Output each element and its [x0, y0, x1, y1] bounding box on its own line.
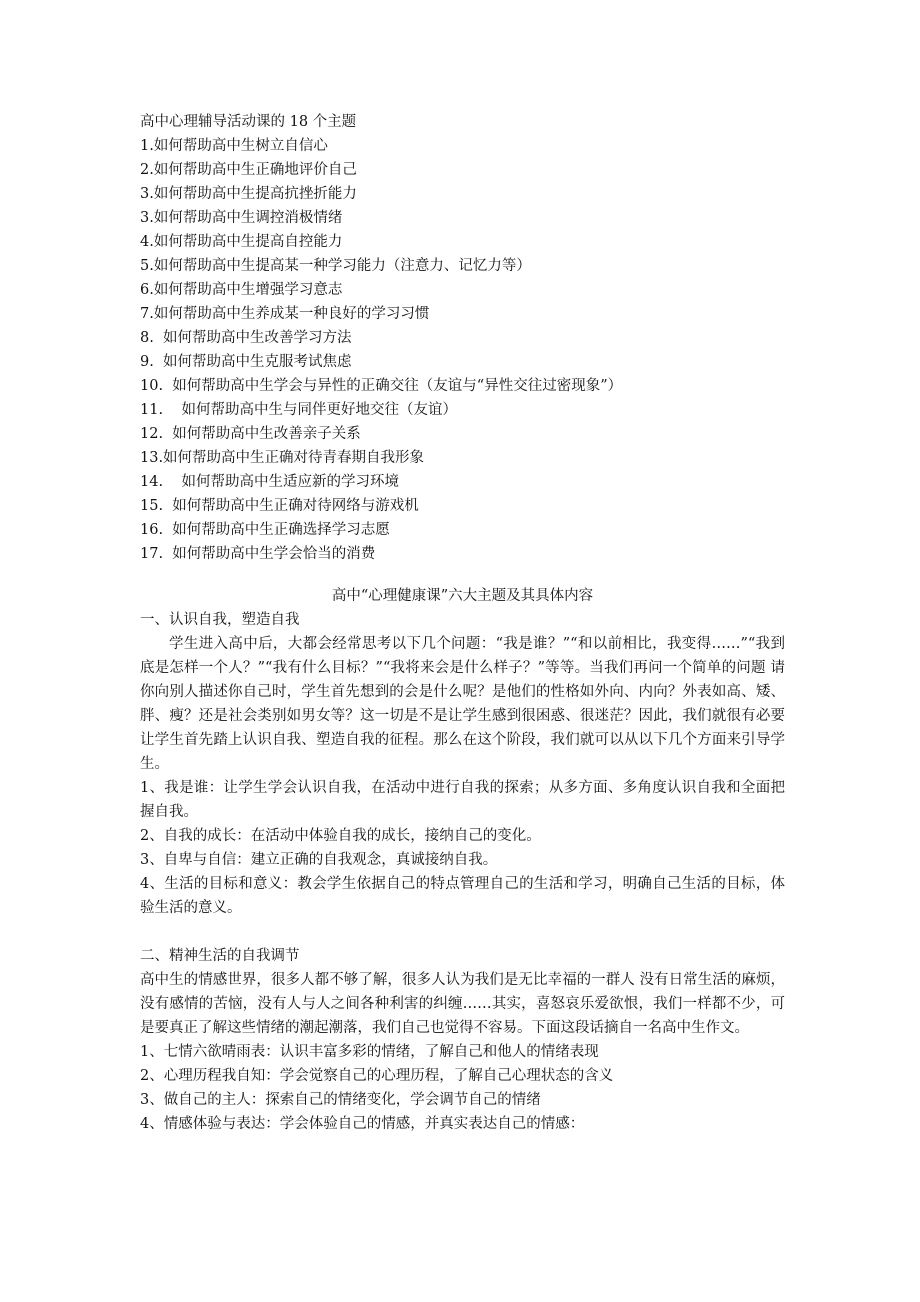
part2-point: 2、心理历程我自知：学会觉察自己的心理历程，了解自己心理状态的含义 — [140, 1068, 614, 1084]
list-item: 15. 如何帮助高中生正确对待网络与游戏机 — [140, 498, 419, 514]
part1-intro: 学生进入高中后，大都会经常思考以下几个问题：“我是谁？”“和以前相比，我变得……”“我到底是怎样一个人？”“我有什么目标？”“我将来会是什么样子？”等等。当我们再问一个简单的问题 请你向别人描述你自己时，学生首先想到的会是什么呢？是他们的性格如外向、内向？外表如高、矮、胖、瘦？还是社会类别如男女等？这一切是不是让学生感到很困惑、很迷茫？因此，我们就很有必要让学生首先踏上认识自我、塑造自我的征程。那么在这个阶段，我们就可以从以下几个方面来引导学生。 — [140, 636, 785, 772]
list-item: 17. 如何帮助高中生学会恰当的消费 — [140, 546, 376, 562]
list-item: 6.如何帮助高中生增强学习意志 — [140, 282, 343, 298]
topics-list — [140, 134, 785, 566]
part1-heading: 一、认识自我，塑造自我 — [140, 612, 300, 628]
list-item: 1.如何帮助高中生树立自信心 — [140, 138, 328, 154]
list-item: 11. 如何帮助高中生与同伴更好地交往（友谊） — [140, 402, 457, 418]
list-item: 14. 如何帮助高中生适应新的学习环境 — [140, 474, 399, 490]
list-item: 10. 如何帮助高中生学会与异性的正确交往（友谊与“异性交往过密现象”） — [140, 378, 623, 394]
list-item: 16. 如何帮助高中生正确选择学习志愿 — [140, 522, 390, 538]
part1-point: 1、我是谁：让学生学会认识自我，在活动中进行自我的探索；从多方面、多角度认识自我和全面把握自我。 — [140, 780, 785, 820]
list-item: 3.如何帮助高中生调控消极情绪 — [140, 210, 343, 226]
part2-heading: 二、精神生活的自我调节 — [140, 948, 300, 964]
list-item: 12. 如何帮助高中生改善亲子关系 — [140, 426, 361, 442]
list-item: 9. 如何帮助高中生克服考试焦虑 — [140, 354, 352, 370]
list-item: 3.如何帮助高中生提高抗挫折能力 — [140, 186, 357, 202]
list-item: 8. 如何帮助高中生改善学习方法 — [140, 330, 352, 346]
list-item: 2.如何帮助高中生正确地评价自己 — [140, 162, 357, 178]
section-title: 高中“心理健康课”六大主题及其具体内容 — [331, 588, 594, 604]
part2-point: 3、做自己的主人：探索自己的情绪变化，学会调节自己的情绪 — [140, 1092, 541, 1108]
list-item: 4.如何帮助高中生提高自控能力 — [140, 234, 343, 250]
part1-point: 2、自我的成长：在活动中体验自我的成长，接纳自己的变化。 — [140, 828, 541, 844]
list-item: 5.如何帮助高中生提高某一种学习能力（注意力、记忆力等） — [140, 258, 531, 274]
part2-point: 4、情感体验与表达：学会体验自己的情感，并真实表达自己的情感： — [140, 1116, 585, 1132]
document-page — [140, 110, 785, 1136]
list-item: 13.如何帮助高中生正确对待青春期自我形象 — [140, 450, 425, 466]
part1-point: 3、自卑与自信：建立正确的自我观念，真诚接纳自我。 — [140, 852, 498, 868]
list-item: 7.如何帮助高中生养成某一种良好的学习习惯 — [140, 306, 430, 322]
part2-intro: 高中生的情感世界，很多人都不够了解，很多人认为我们是无比幸福的一群人 没有日常生活的麻烦，没有感情的苦恼，没有人与人之间各种利害的纠缠……其实，喜怒哀乐爱欲恨，我们一样都不少，可是要真正了解这些情绪的潮起潮落，我们自己也觉得不容易。下面这段话摘自一名高中生作文。 — [140, 972, 785, 1036]
blank-line — [140, 920, 785, 944]
topics-heading: 高中心理辅导活动课的 18 个主题 — [140, 114, 357, 130]
part1-point: 4、生活的目标和意义：教会学生依据自己的特点管理自己的生活和学习，明确自己生活的目标，体验生活的意义。 — [140, 876, 785, 916]
part2-point: 1、七情六欲晴雨表：认识丰富多彩的情绪，了解自己和他人的情绪表现 — [140, 1044, 599, 1060]
